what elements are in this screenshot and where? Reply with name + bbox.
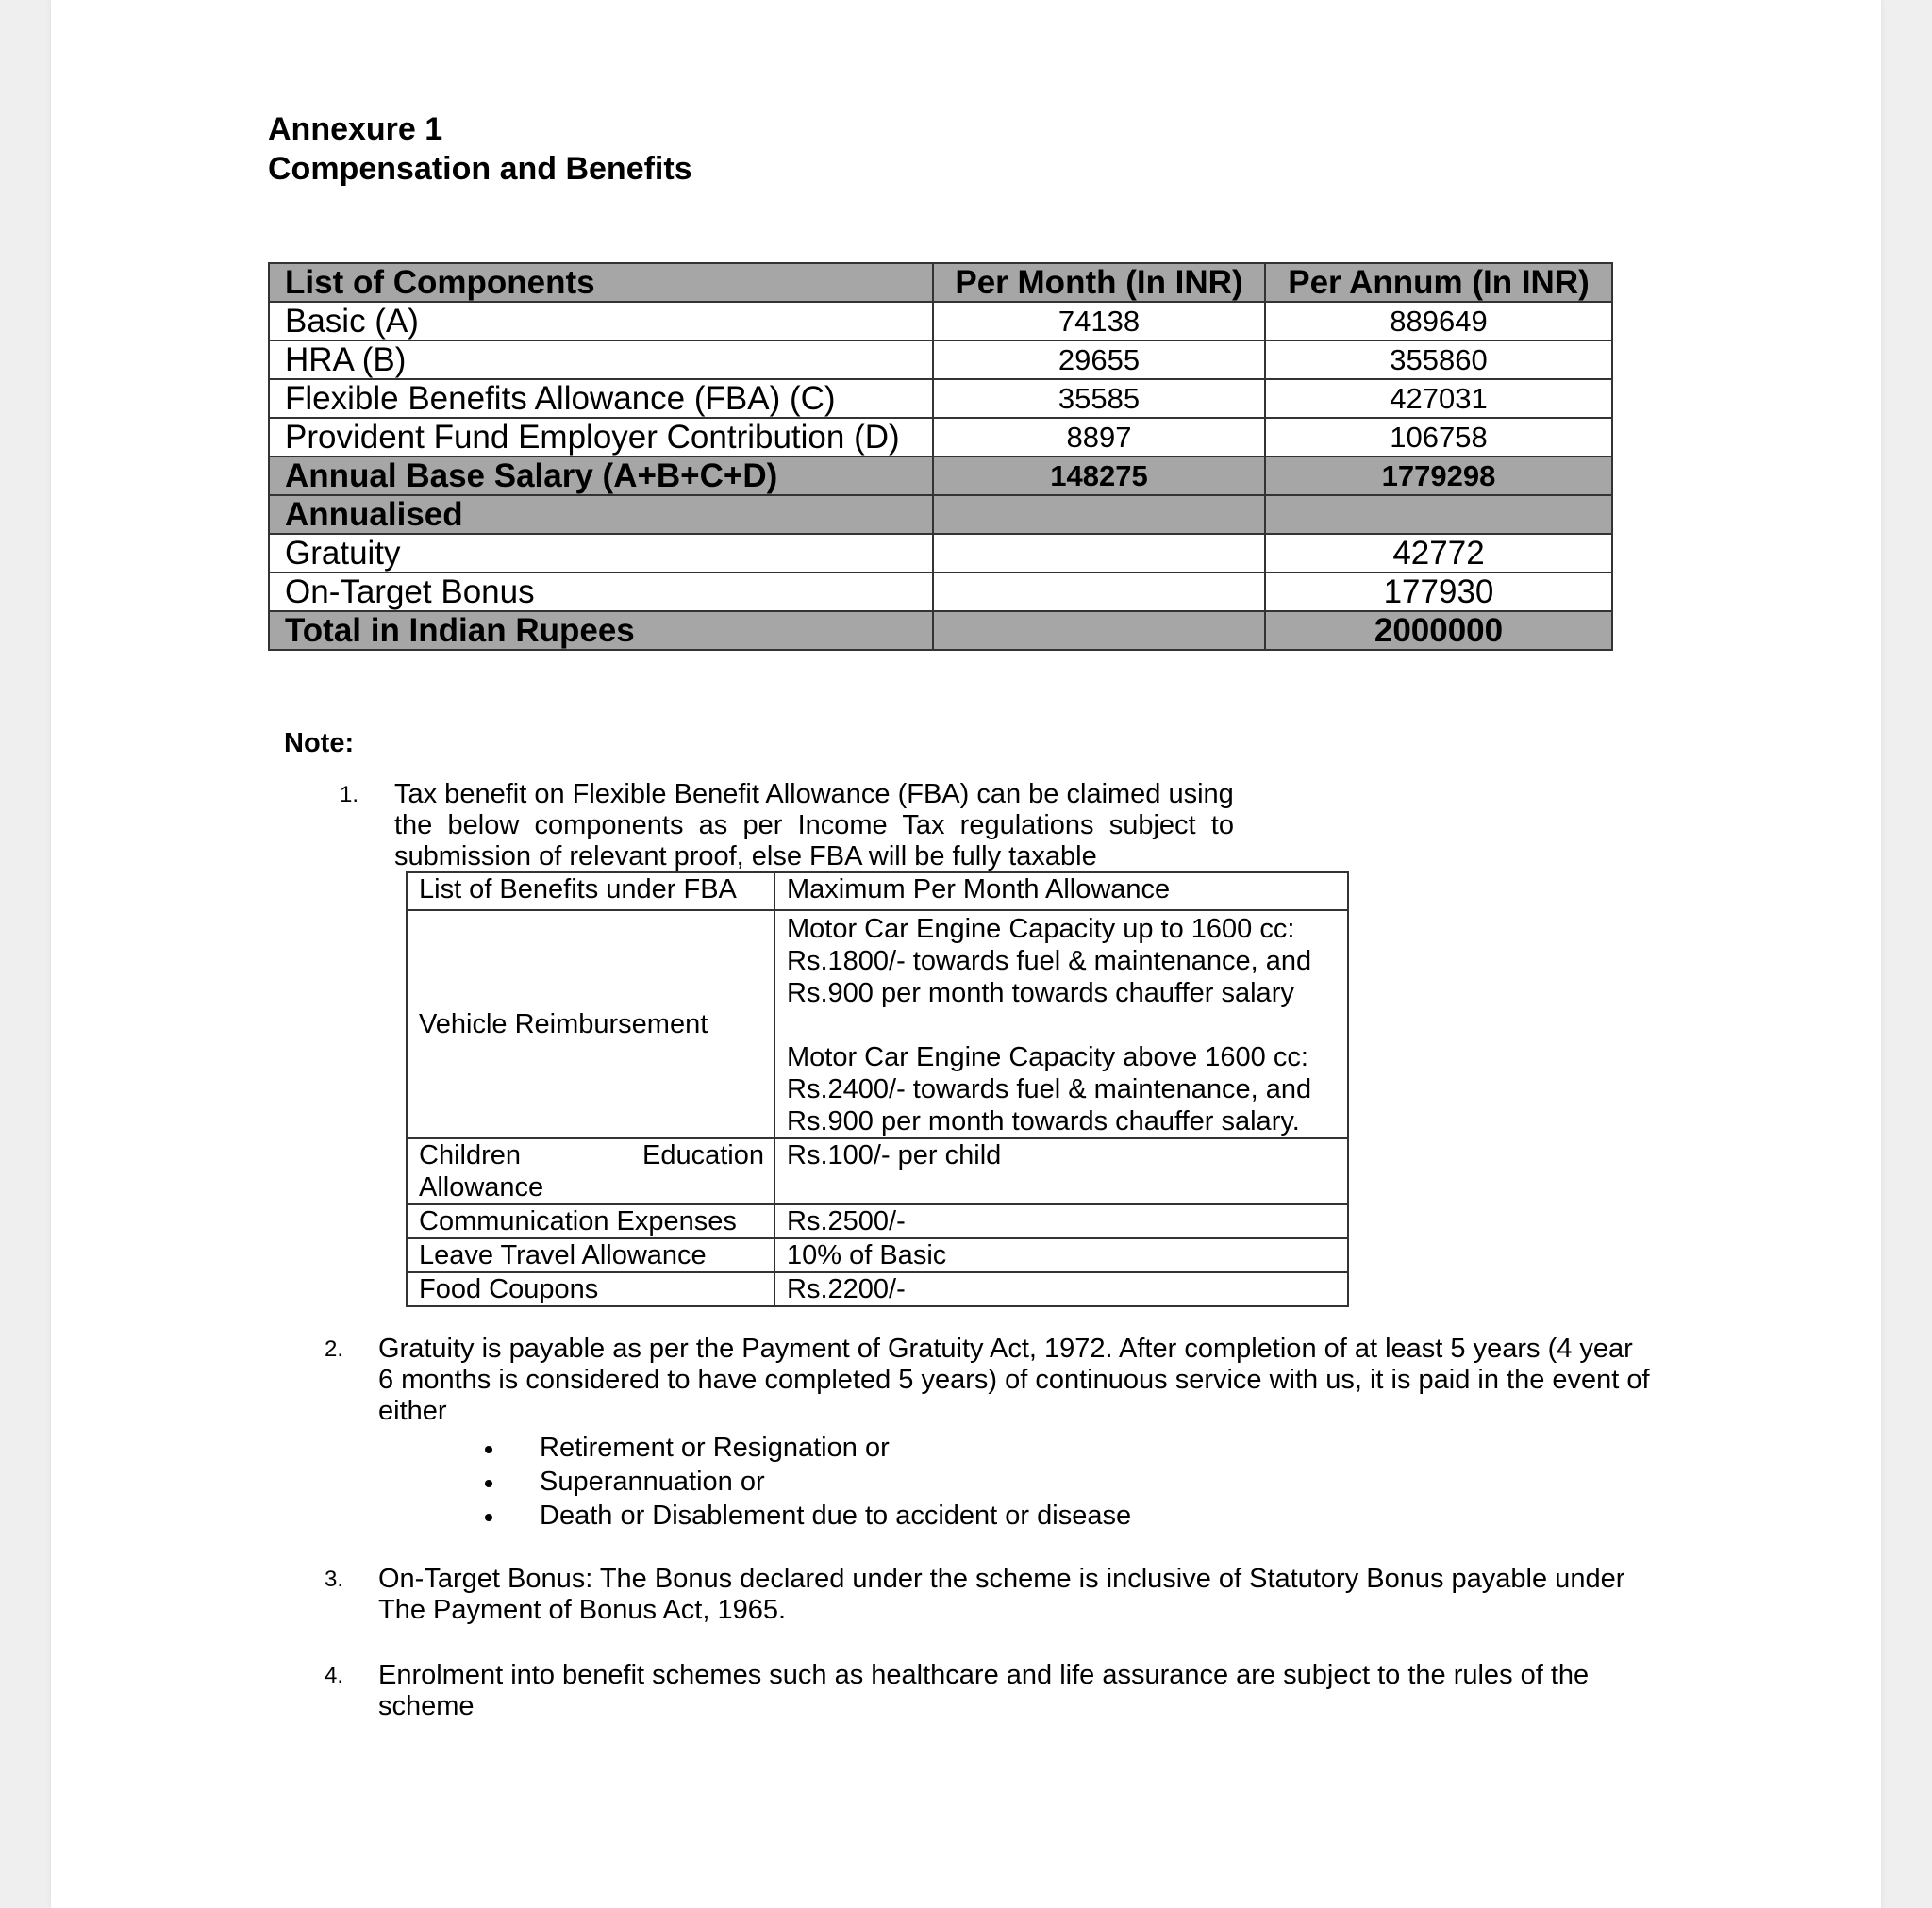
note-number: 2. (325, 1336, 344, 1362)
table-header-row (269, 263, 1612, 302)
benefit-label: Leave Travel Allowance (407, 1238, 774, 1272)
per-month-value (933, 534, 1265, 572)
per-annum-value: 889649 (1265, 302, 1612, 340)
note-line: either (378, 1396, 447, 1426)
total-row (269, 611, 1612, 650)
note-line: Enrolment into benefit schemes such as healthcare and life assurance are subject to the rules of the (378, 1660, 1590, 1690)
empty-cell (1265, 495, 1612, 534)
per-month-value: 74138 (933, 302, 1265, 340)
note-2-text (378, 1334, 1718, 1427)
component-label: Gratuity (269, 534, 933, 572)
note-number: 3. (325, 1567, 344, 1592)
fba-header-benefits: List of Benefits under FBA (407, 872, 774, 910)
note-line: Gratuity is payable as per the Payment of Gratuity Act, 1972. After completion of at least 5 years (4 year (378, 1334, 1633, 1364)
per-month-value: 29655 (933, 340, 1265, 379)
gratuity-event-list (466, 1431, 1131, 1533)
note-line: scheme (378, 1691, 475, 1721)
annualised-label: Annualised (269, 495, 933, 534)
table-row (269, 302, 1612, 340)
note-line: the below components as per Income Tax regulations subject to (394, 810, 1234, 840)
note-label: Note: (284, 728, 355, 758)
allowance-line: Rs.1800/- towards fuel & maintenance, and (787, 946, 1312, 976)
per-annum-value: 106758 (1265, 418, 1612, 456)
allowance-line: Rs.900 per month towards chauffer salary (787, 978, 1294, 1008)
document-title: Compensation and Benefits (268, 151, 692, 187)
table-row (269, 534, 1612, 572)
fba-benefits-table (406, 871, 1349, 1307)
fba-header-row (407, 872, 1348, 910)
allowance-line: Rs.2400/- towards fuel & maintenance, and (787, 1074, 1312, 1104)
header-components: List of Components (269, 263, 933, 302)
header-per-annum: Per Annum (In INR) (1265, 263, 1612, 302)
list-item: Superannuation or (466, 1465, 1131, 1499)
table-row (269, 572, 1612, 611)
children-label (407, 1138, 774, 1204)
benefit-label: Communication Expenses (407, 1204, 774, 1238)
note-line: submission of relevant proof, else FBA will be fully taxable (394, 841, 1097, 871)
component-label: Basic (A) (269, 302, 933, 340)
allowance-line: Motor Car Engine Capacity above 1600 cc: (787, 1042, 1308, 1072)
note-number: 4. (325, 1663, 344, 1688)
fba-row (407, 1238, 1348, 1272)
base-salary-annum: 1779298 (1265, 456, 1612, 495)
children-allowance: Rs.100/- per child (774, 1138, 1348, 1204)
annexure-heading: Annexure 1 (268, 111, 443, 147)
document-page (51, 0, 1881, 1908)
per-annum-value: 177930 (1265, 572, 1612, 611)
table-row (269, 379, 1612, 418)
base-salary-label: Annual Base Salary (A+B+C+D) (269, 456, 933, 495)
benefit-allowance: 10% of Basic (774, 1238, 1348, 1272)
base-salary-row (269, 456, 1612, 495)
compensation-table (268, 262, 1613, 651)
component-label: On-Target Bonus (269, 572, 933, 611)
total-label: Total in Indian Rupees (269, 611, 933, 650)
total-annum: 2000000 (1265, 611, 1612, 650)
note-number: 1. (340, 782, 359, 807)
component-label: Provident Fund Employer Contribution (D) (269, 418, 933, 456)
note-line: 6 months is considered to have completed 5 years) of continuous service with us, it is paid in the event of (378, 1365, 1650, 1395)
component-label: HRA (B) (269, 340, 933, 379)
benefit-label: Food Coupons (407, 1272, 774, 1306)
vehicle-allowance (774, 910, 1348, 1138)
per-month-value (933, 572, 1265, 611)
table-row (269, 340, 1612, 379)
vehicle-label: Vehicle Reimbursement (407, 910, 774, 1138)
fba-header-allowance: Maximum Per Month Allowance (774, 872, 1348, 910)
annualised-row (269, 495, 1612, 534)
list-item: Death or Disablement due to accident or disease (466, 1499, 1131, 1533)
fba-vehicle-row (407, 910, 1348, 1138)
allowance-line: Motor Car Engine Capacity up to 1600 cc: (787, 914, 1295, 944)
fba-row (407, 1272, 1348, 1306)
benefit-allowance: Rs.2200/- (774, 1272, 1348, 1306)
per-annum-value: 355860 (1265, 340, 1612, 379)
per-month-value: 8897 (933, 418, 1265, 456)
note-4-text (378, 1660, 1718, 1722)
base-salary-month: 148275 (933, 456, 1265, 495)
empty-cell (933, 495, 1265, 534)
component-label: Flexible Benefits Allowance (FBA) (C) (269, 379, 933, 418)
fba-row (407, 1204, 1348, 1238)
benefit-allowance: Rs.2500/- (774, 1204, 1348, 1238)
allowance-word: Allowance (419, 1172, 544, 1203)
list-item: Retirement or Resignation or (466, 1431, 1131, 1465)
note-line: Tax benefit on Flexible Benefit Allowance (FBA) can be claimed using (394, 779, 1234, 809)
header-per-month: Per Month (In INR) (933, 263, 1265, 302)
allowance-line: Rs.900 per month towards chauffer salary. (787, 1106, 1300, 1137)
per-annum-value: 427031 (1265, 379, 1612, 418)
note-line: The Payment of Bonus Act, 1965. (378, 1595, 787, 1625)
per-month-value: 35585 (933, 379, 1265, 418)
children-word: Children (419, 1140, 521, 1170)
fba-children-row (407, 1138, 1348, 1204)
per-annum-value: 42772 (1265, 534, 1612, 572)
total-month (933, 611, 1265, 650)
note-1-text (394, 779, 1234, 872)
note-3-text (378, 1564, 1718, 1626)
education-word: Education (642, 1140, 764, 1170)
table-row (269, 418, 1612, 456)
note-line: On-Target Bonus: The Bonus declared under the scheme is inclusive of Statutory Bonus payable under (378, 1564, 1625, 1594)
